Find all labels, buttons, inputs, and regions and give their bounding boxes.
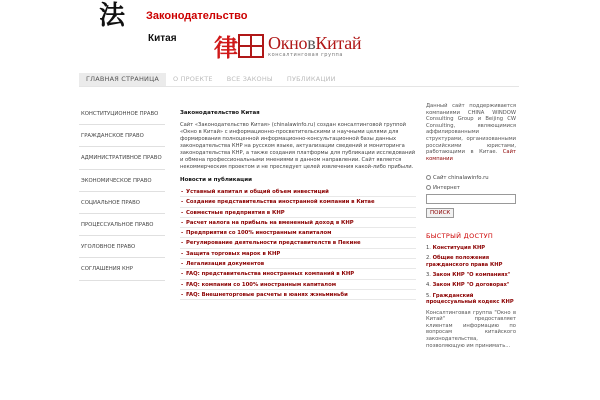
quick-access-list: [426, 245, 516, 306]
quick-link[interactable]: Общие положения гражданского права КНР: [426, 255, 503, 268]
news-link[interactable]: - Предприятия со 100% иностранным капиталом: [180, 228, 416, 238]
sidebar-item-social[interactable]: СОЦИАЛЬНОЕ ПРАВО: [79, 192, 165, 214]
quick-access-heading: БЫСТРЫЙ ДОСТУП: [426, 231, 494, 240]
nav-tab-home[interactable]: ГЛАВНАЯ СТРАНИЦА: [79, 73, 166, 86]
radio-internet[interactable]: [426, 185, 431, 190]
window-logo-icon: [238, 34, 264, 58]
law-red-glyph: 律: [214, 33, 238, 62]
main-content: [180, 110, 416, 300]
sidebar-item-criminal[interactable]: УГОЛОВНОЕ ПРАВО: [79, 236, 165, 258]
news-link[interactable]: - Уставный капитал и общий объем инвестиций: [180, 187, 416, 197]
search-button[interactable]: ПОИСК: [426, 208, 454, 218]
quick-link-item: 2. Общие положения гражданского права КНР: [426, 255, 503, 268]
page-title: Законодательство Китая: [180, 110, 260, 116]
news-link[interactable]: - Защита торговых марок в КНР: [180, 249, 416, 259]
news-heading: Новости и публикации: [180, 177, 252, 183]
site-title-line1[interactable]: Законодательство: [146, 10, 248, 22]
nav-tab-all-laws[interactable]: ВСЕ ЗАКОНЫ: [226, 75, 273, 83]
quick-link-item: 3. Закон КНР "О компаниях": [426, 272, 511, 279]
site-title-line2[interactable]: Китая: [148, 33, 177, 44]
sidebar-item-constitutional[interactable]: КОНСТИТУЦИОННОЕ ПРАВО: [79, 103, 165, 125]
news-link[interactable]: - Легализация документов: [180, 259, 416, 269]
consulting-note: Консалтинговая группа "Окно в Китай" предоставляет клиентам информацию по вопросам китайского законодательства, позволяющую им принимать...: [426, 309, 516, 349]
sidebar-item-procedural[interactable]: ПРОЦЕССУАЛЬНОЕ ПРАВО: [79, 214, 165, 236]
right-column: [426, 103, 516, 349]
news-link[interactable]: - FAQ: Внешнеторговые расчеты в юанях жэньминьби: [180, 290, 416, 300]
quick-link[interactable]: Закон КНР "О договорах": [432, 282, 510, 289]
support-info: Данный сайт поддерживается компаниями CHINA WINDOW Consulting Group и Beijing CW Consulting, являющимися аффилированными структурами, организованными российскими юристами, работающими в Китае. Сайт компании: [426, 103, 516, 162]
main-nav: [79, 73, 343, 86]
okno-v-kitay-logo[interactable]: [238, 34, 408, 60]
search-option-internet[interactable]: Интернет: [426, 183, 516, 192]
quick-link[interactable]: Гражданский процессуальный кодекс КНР: [426, 292, 514, 306]
news-link[interactable]: - FAQ: представительства иностранных компаний в КНР: [180, 269, 416, 279]
quick-link[interactable]: Конституция КНР: [432, 244, 486, 251]
logo-subtitle: консалтинговая группа: [268, 52, 344, 58]
news-link[interactable]: - Регулирование деятельности представителств в Пекине: [180, 238, 416, 248]
sidebar: [79, 103, 165, 281]
law-calligraphy-glyph: 法: [99, 1, 126, 31]
news-link[interactable]: - FAQ: компании со 100% иностранным капиталом: [180, 280, 416, 290]
news-list: [180, 187, 416, 300]
search-input[interactable]: [426, 194, 516, 204]
news-link[interactable]: - Создание представительства иностранной компании в Китае: [180, 197, 416, 207]
search-option-site[interactable]: Сайт chinalawinfo.ru: [426, 173, 516, 182]
quick-link-item: 1. Конституция КНР: [426, 244, 486, 251]
quick-link-item: 4. Закон КНР "О договорах": [426, 282, 510, 289]
news-link[interactable]: - Расчет налога на прибыль на вмененный доход в КНР: [180, 218, 416, 228]
quick-link-item: 5. Гражданский процессуальный кодекс КНР: [426, 292, 514, 306]
site-header: [0, 0, 600, 70]
sidebar-item-administrative[interactable]: АДМИНИСТРАТИВНОЕ ПРАВО: [79, 147, 165, 169]
quick-link[interactable]: Закон КНР "О компаниях": [432, 272, 511, 279]
nav-tab-about[interactable]: О ПРОЕКТЕ: [173, 75, 213, 83]
logo-text: ОкновКитай: [268, 33, 362, 53]
radio-site[interactable]: [426, 175, 431, 180]
news-link[interactable]: - Совместные предприятия в КНР: [180, 208, 416, 218]
nav-divider: [79, 86, 519, 87]
nav-tab-publications[interactable]: ПУБЛИКАЦИИ: [286, 75, 336, 83]
sidebar-item-agreements[interactable]: СОГЛАШЕНИЯ КНР: [79, 258, 165, 280]
intro-paragraph: Сайт «Законодательство Китая» (chinalawinfo.ru) создан консалтинговой группой «Окно в Китай» с информационно-просветительскими и научными целями для формирования полноценной информационно-консультационной базы данных законодательства КНР на русском языке, актуализации сведений и мониторинга законодательства КНР, а также создания платформы для публикации исследований и обмена профессиональными мнениями в данном направлении. Сайт является некоммерческим проектом и не преследует целей извлечения какой-либо прибыли.: [180, 122, 416, 170]
sidebar-item-civil[interactable]: ГРАЖДАНСКОЕ ПРАВО: [79, 125, 165, 147]
company-site-link[interactable]: Сайт компании: [426, 149, 516, 162]
sidebar-item-economic[interactable]: ЭКОНОМИЧЕСКОЕ ПРАВО: [79, 170, 165, 192]
